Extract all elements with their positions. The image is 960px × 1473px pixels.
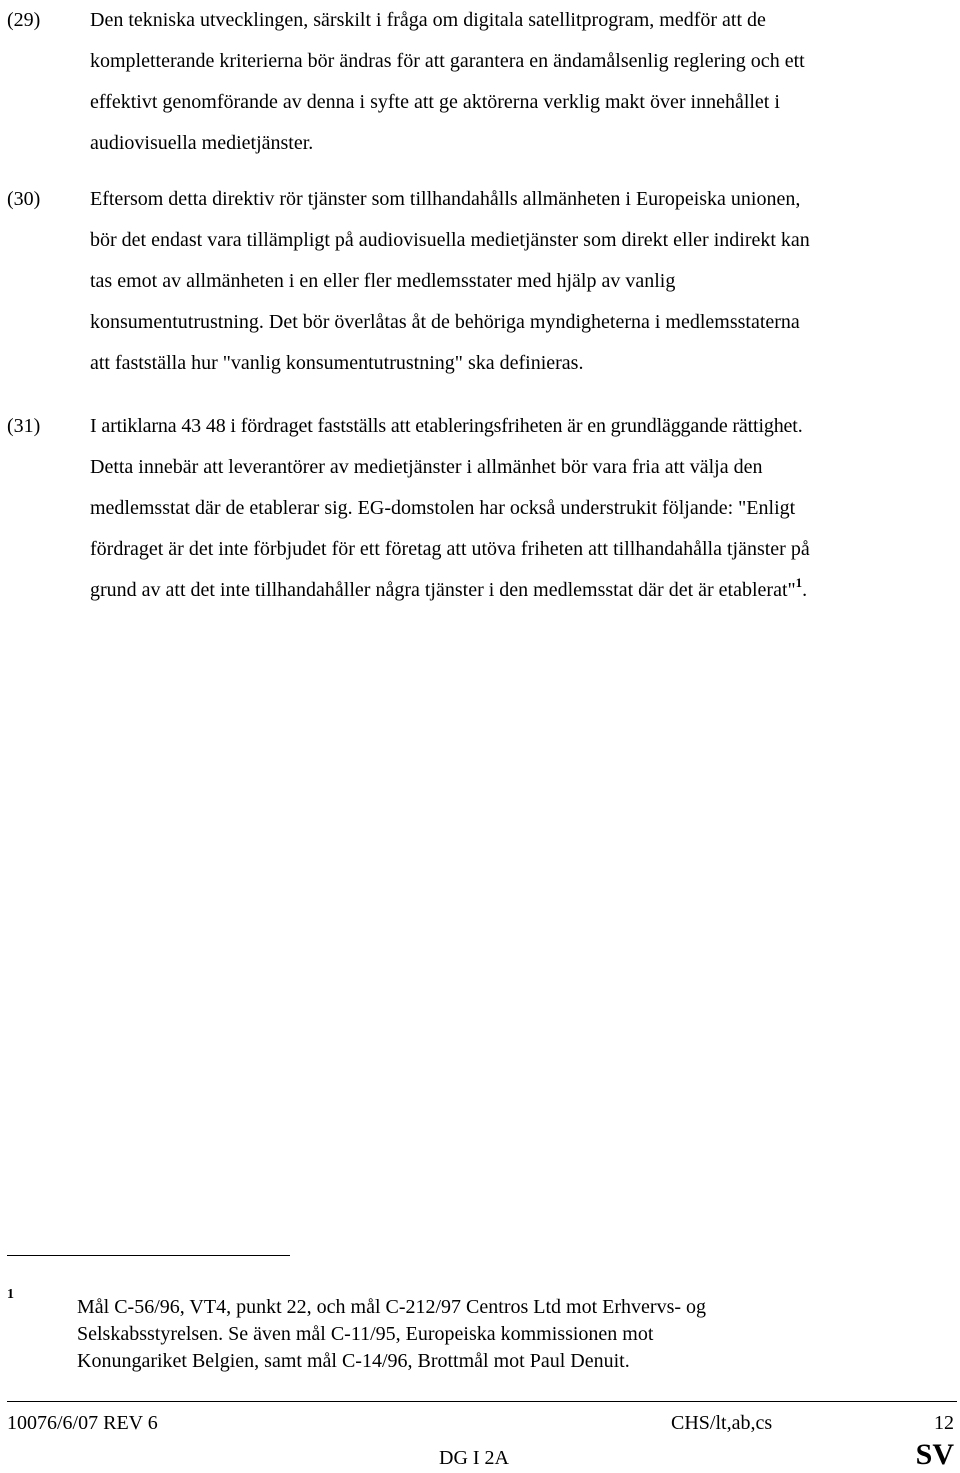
text-line-end: . [802, 579, 808, 601]
footer-separator [7, 1401, 957, 1402]
footnote-separator [7, 1255, 290, 1256]
text-line: kompletterande kriterierna bör ändras för att garantera en ändamålsenlig reglering och ett [90, 50, 805, 72]
paragraph-text [90, 179, 956, 384]
text-line: fördraget är det inte förbjudet för ett företag att utöva friheten att tillhandahålla tjänster på [90, 538, 810, 560]
paragraph-text [90, 406, 956, 611]
footnote-mark: 1 [7, 1287, 14, 1302]
text-line: audiovisuella medietjänster. [90, 132, 314, 154]
paragraph-text [90, 0, 956, 164]
text-line: bör det endast vara tillämpligt på audiovisuella medietjänster som direkt eller indirekt kan [90, 229, 810, 251]
paragraph-number: (31) [7, 415, 41, 437]
footnote-line: Mål C-56/96, VT4, punkt 22, och mål C-212/97 Centros Ltd mot Erhvervs- og [77, 1296, 707, 1318]
directorate-code: DG I 2A [439, 1447, 509, 1469]
language-code: SV [915, 1438, 954, 1471]
document-reference: 10076/6/07 REV 6 [7, 1412, 158, 1434]
footnote-line: Selskabsstyrelsen. Se även mål C-11/95, Europeiska kommissionen mot [77, 1323, 654, 1345]
text-line: Den tekniska utvecklingen, särskilt i fråga om digitala satellitprogram, medför att de [90, 9, 766, 31]
text-line: att fastställa hur "vanlig konsumentutrustning" ska definieras. [90, 352, 584, 374]
paragraph-number: (29) [7, 9, 41, 31]
footnote-text [77, 1294, 937, 1375]
text-line-with-footnote [90, 570, 956, 611]
footnote-reference[interactable]: 1 [795, 575, 803, 590]
text-line: konsumentutrustning. Det bör överlåtas åt de behöriga myndigheterna i medlemsstaterna [90, 311, 800, 333]
text-line: tas emot av allmänheten i en eller fler medlemsstater med hjälp av vanlig [90, 270, 676, 292]
text-line: Detta innebär att leverantörer av medietjänster i allmänhet bör vara fria att välja den [90, 456, 763, 478]
paragraph-number: (30) [7, 188, 41, 210]
text-line: I artiklarna 43 48 i fördraget fastställs att etableringsfriheten är en grundläggande rättighet. [90, 415, 803, 437]
page-number: 12 [934, 1412, 954, 1434]
author-initials: CHS/lt,ab,cs [671, 1412, 773, 1434]
text-line: medlemsstat där de etablerar sig. EG-domstolen har också understrukit följande: "Enligt [90, 497, 796, 519]
footnote-line: Konungariket Belgien, samt mål C-14/96, Brottmål mot Paul Denuit. [77, 1350, 630, 1372]
text-line: effektivt genomförande av denna i syfte att ge aktörerna verklig makt över innehållet i [90, 91, 780, 113]
text-line-body: grund av att det inte tillhandahåller några tjänster i den medlemsstat där det är etablerat" [90, 579, 796, 601]
text-line: Eftersom detta direktiv rör tjänster som tillhandahålls allmänheten i Europeiska unionen, [90, 188, 801, 210]
